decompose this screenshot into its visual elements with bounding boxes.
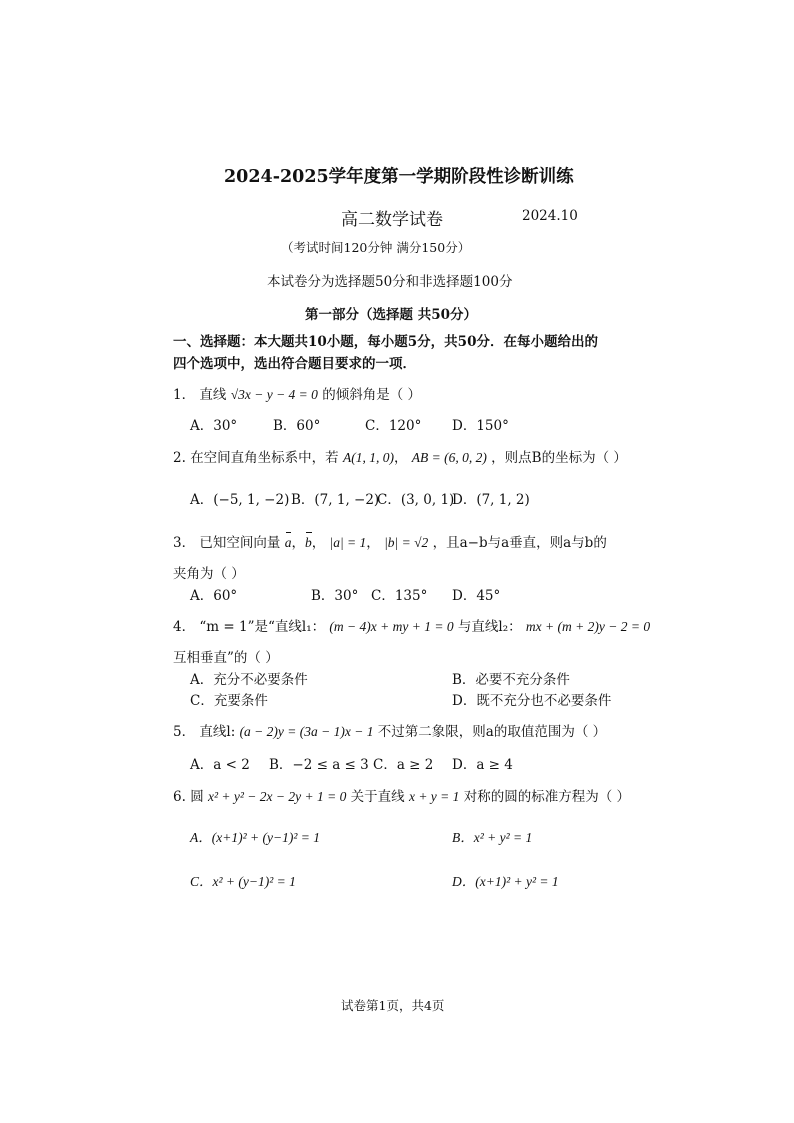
question-3-option-b: B．30° bbox=[311, 588, 359, 604]
question-6-option-a: A．(x+1)² + (y−1)² = 1 bbox=[190, 830, 320, 845]
question-1-option-c: C．120° bbox=[365, 418, 422, 434]
question-2-stem: 2. 在空间直角坐标系中，若 A(1, 1, 0)， AB = (6, 0, 2) ，则点B的坐标为（ ） bbox=[173, 450, 627, 466]
question-1-option-b: B．60° bbox=[273, 418, 321, 434]
question-5-option-a: A．a < 2 bbox=[190, 757, 250, 773]
question-3-option-a: A．60° bbox=[190, 588, 238, 604]
question-6-stem: 6. 圆 x² + y² − 2x − 2y + 1 = 0 关于直线 x + y = 1 对称的圆的标准方程为（ ） bbox=[173, 789, 631, 805]
question-number: 2. bbox=[173, 450, 186, 466]
question-number: 3． bbox=[173, 535, 196, 551]
question-5-option-b: B．−2 ≤ a ≤ 3 bbox=[269, 757, 369, 773]
line-l2-equation: mx + (m + 2)y − 2 = 0 bbox=[525, 619, 651, 634]
circle-equation: x² + y² − 2x − 2y + 1 = 0 bbox=[207, 789, 347, 804]
question-6-option-b: B．x² + y² = 1 bbox=[452, 830, 533, 845]
page-footer: 试卷第1页，共4页 bbox=[341, 998, 445, 1013]
question-5-option-c: C．a ≥ 2 bbox=[373, 757, 434, 773]
question-3-option-c: C．135° bbox=[371, 588, 428, 604]
question-1-stem: 1． 直线 √3x − y − 4 = 0 的倾斜角是（ ） bbox=[173, 387, 422, 403]
part-title: 第一部分（选择题 共50分） bbox=[305, 307, 477, 323]
question-4-option-d: D．既不充分也不必要条件 bbox=[452, 693, 612, 709]
point-a: A(1, 1, 0) bbox=[342, 450, 394, 465]
question-3-stem-line2: 夹角为（ ） bbox=[173, 566, 245, 582]
question-2-option-c: C．(3, 0, 1) bbox=[377, 492, 455, 508]
question-1-option-d: D．150° bbox=[452, 418, 509, 434]
question-4-stem-line2: 互相垂直”的（ ） bbox=[173, 650, 279, 666]
question-2-option-d: D．(7, 1, 2) bbox=[452, 492, 530, 508]
question-2-option-a: A．(−5, 1, −2) bbox=[190, 492, 290, 508]
exam-time-info: （考试时间120分钟 满分150分） bbox=[281, 240, 471, 255]
question-number: 5． bbox=[173, 724, 196, 740]
question-1-option-a: A．30° bbox=[190, 418, 238, 434]
question-number: 4． bbox=[173, 619, 196, 635]
question-5-option-d: D．a ≥ 4 bbox=[452, 757, 513, 773]
line-l-equation: (a − 2)y = (3a − 1)x − 1 bbox=[239, 724, 374, 739]
question-6-option-c: C．x² + (y−1)² = 1 bbox=[190, 874, 296, 889]
question-4-option-c: C．充要条件 bbox=[190, 693, 268, 709]
norm-b: |b| = √2 bbox=[384, 535, 429, 550]
equation: √3x − y − 4 = 0 bbox=[230, 387, 318, 402]
line-l1-equation: (m − 4)x + my + 1 = 0 bbox=[329, 619, 454, 634]
section-intro-line2: 四个选项中，选出符合题目要求的一项． bbox=[173, 356, 416, 372]
question-number: 1． bbox=[173, 387, 196, 403]
question-4-stem: 4． “m = 1”是“直线l₁： (m − 4)x + my + 1 = 0 与直线l₂： mx + (m + 2)y − 2 = 0 bbox=[173, 619, 651, 635]
exam-date: 2024.10 bbox=[522, 208, 578, 224]
question-5-stem: 5． 直线l: (a − 2)y = (3a − 1)x − 1 不过第二象限，则a的取值范围为（ ） bbox=[173, 724, 607, 740]
exam-subject: 高二数学试卷 bbox=[341, 210, 443, 230]
question-2-option-b: B．(7, 1, −2) bbox=[291, 492, 380, 508]
exam-structure: 本试卷分为选择题50分和非选择题100分 bbox=[267, 274, 513, 290]
norm-a: |a| = 1 bbox=[329, 535, 367, 550]
question-6-option-d: D．(x+1)² + y² = 1 bbox=[452, 874, 559, 889]
question-3-option-d: D．45° bbox=[452, 588, 501, 604]
symmetry-line-equation: x + y = 1 bbox=[408, 789, 460, 804]
section-intro-line1: 一、选择题：本大题共10小题，每小题5分，共50分．在每小题给出的 bbox=[173, 334, 598, 350]
question-4-option-b: B．必要不充分条件 bbox=[452, 672, 570, 688]
vector-ab: AB = (6, 0, 2) bbox=[411, 450, 487, 465]
question-4-option-a: A．充分不必要条件 bbox=[190, 672, 308, 688]
question-number: 6. bbox=[173, 789, 186, 805]
question-3-stem: 3． 已知空间向量 a，b， |a| = 1， |b| = √2 ，且a−b与a垂直，则a与b的 bbox=[173, 535, 607, 551]
exam-title: 2024-2025学年度第一学期阶段性诊断训练 bbox=[224, 167, 574, 187]
